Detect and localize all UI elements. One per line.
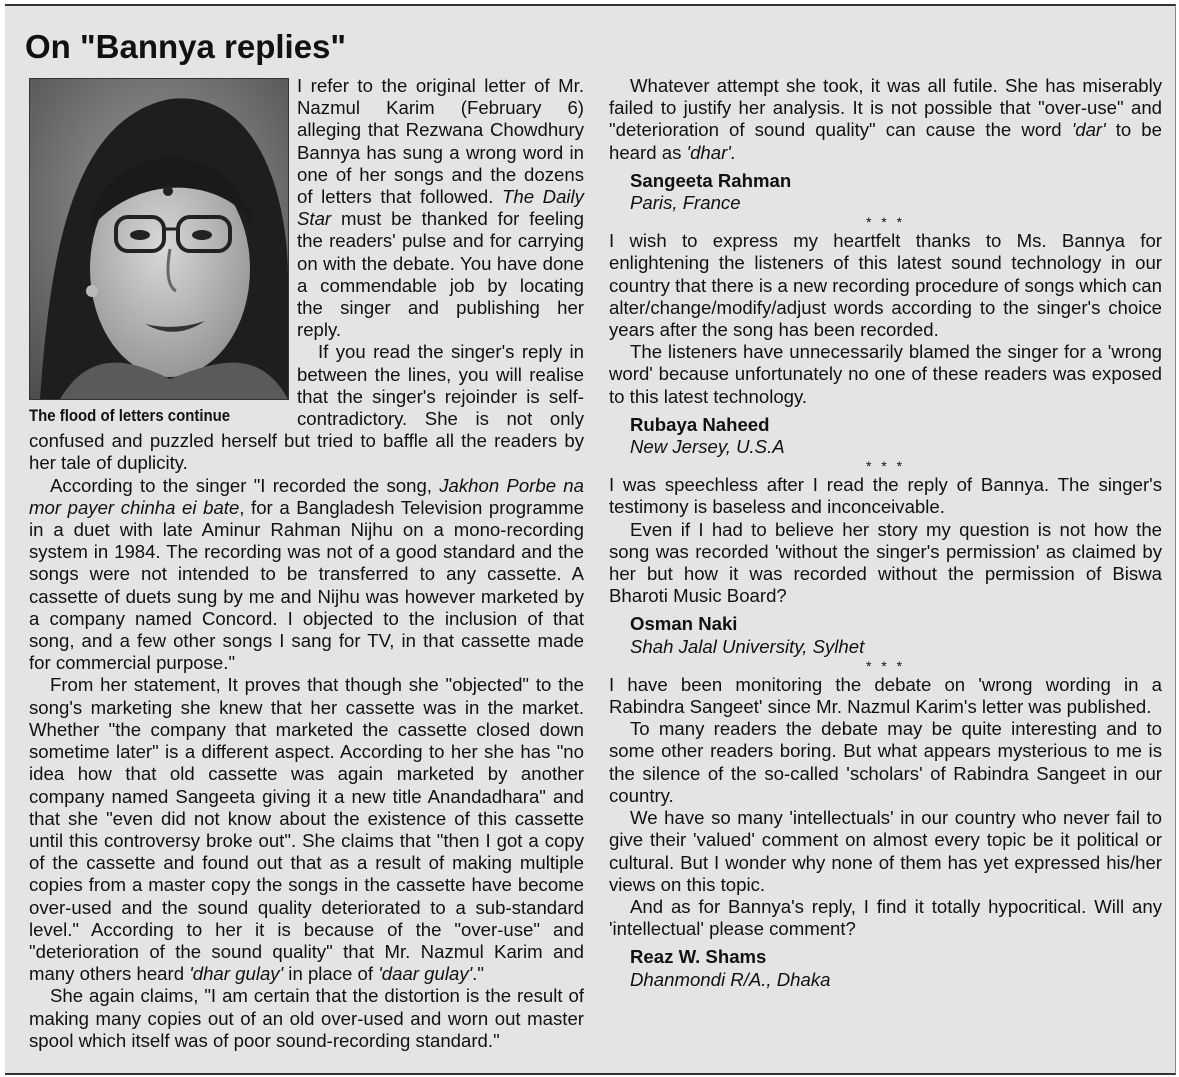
letter1-p3-text-b: , for a Bangladesh Television programme in a duet with late Aminur Rahman Nijhu on a mono-recording system in 1984. The recording was not of a good standard and the songs were not intended to be transferred to any cassette. A cassette of duets sung by me and Nijhu was however marketed by a company named Concord. I objected to the inclusion of that song, and a few other songs I sang for TV, in that cassette made for commercial purpose." [29,496,584,674]
letter3-paragraph-2: Even if I had to believe her story my question is not how the song was recorded 'without the singer's permission' as claimed by her but how it was recorded without the permission of Biswa Bharoti Music Board? [609,518,1162,607]
column-right [609,75,1162,991]
singer-portrait-photo [29,78,289,400]
letter1-p4-text-c: ." [472,963,484,985]
headline: On "Bannya replies" [25,28,347,65]
letter2-author-place: New Jersey, U.S.A [630,436,785,458]
letter4-paragraph-2: To many readers the debate may be quite interesting and to some other readers boring. But what appears mysterious to me is the silence of the so-called 'scholars' of Rabindra Sangeet in our country. [609,718,1162,806]
word-dar: 'dar' [1071,119,1106,141]
newspaper-clipping [5,4,1176,1075]
letter1-p6-text-b: to be heard as [609,119,1162,163]
letter1-p1-text-a: I refer to the original letter of Mr. Nazmul Karim (February 6) alleging that Rezwana Chowdhury Bannya has sung a wrong word in one of her songs and the dozens of letters that followed. [297,75,584,208]
letter1-paragraph-3 [29,475,584,675]
letter4-author-place: Dhanmondi R/A., Dhaka [630,968,831,990]
letter4-paragraph-1: I have been monitoring the debate on 'wrong wording in a Rabindra Sangeet' since Mr. Nazmul Karim's letter was published. [609,673,1162,718]
letter2-paragraph-2: The listeners have unnecessarily blamed the singer for a 'wrong word' because unfortunately no one of these readers was exposed to this latest technology. [609,341,1162,407]
letter4-author-name: Reaz W. Shams [630,946,767,968]
column-left [29,75,584,1052]
letter3-author-place: Shah Jalal University, Sylhet [630,635,865,657]
letter1-author-place: Paris, France [630,192,741,214]
letter4-paragraph-4: And as for Bannya's reply, I find it totally hypocritical. Will any 'intellectual' please comment? [609,895,1162,940]
letter1-paragraph-4 [29,674,584,985]
separator-3: * * * [865,657,906,674]
letter2-paragraph-1: I wish to express my heartfelt thanks to Ms. Bannya for enlightening the listeners of this latest sound technology in our country that there is a new recording procedure of songs which can alter/change/modify/adjust words according to the singer's choice years after the song has been recorded. [609,230,1162,341]
newspaper-name: The Daily Star [297,186,584,230]
letter1-p4-text-a: From her statement, It proves that though she "objected" to the song's marketing she knew that her cassette was in the market. Whether "the company that marketed the cassette closed down sometime later" is a different aspect. According to her she has "no idea how that old cassette was again marketed by another company named Sangeeta giving it a new title Anandadhara" and that she "even did not know about the existence of this cassette until this controversy broke out". She claims that "then I got a copy of the cassette and found out that as a result of making multiple copies from a master copy the songs in the cassette have become over-used and the sound quality deteriorated to a sub-standard level." According to her it is because of the "over-use" and "deterioration of the sound quality" that Mr. Nazmul Karim and many others heard [29,674,584,985]
photo-block [29,78,291,427]
letter1-p3-text-a: According to the singer "I recorded the song, [50,474,440,496]
letter1-paragraph-2: If you read the singer's reply in between the lines, you will realise that the singer's rejoinder is self-contradictory. She is not only confused and puzzled herself but tried to baffle all the readers by her tale of duplicity. [29,341,584,474]
separator-1: * * * [865,214,906,231]
word-dhar: 'dhar'. [686,141,737,163]
letter1-p1-text-b: must be thanked for feeling the readers' pulse and for carrying on with the debate. You have done a commendable job by locating the singer and publishing her reply. [297,208,584,341]
letter1-p6-text-a: Whatever attempt she took, it was all futile. She has miserably failed to justify her analysis. It is not possible that "over-use" and "deterioration of sound quality" can cause the word [609,75,1162,141]
letter4-paragraph-3: We have so many 'intellectuals' in our country who never fail to give their 'valued' comment on almost every topic be it political or cultural. But I wonder why none of them has yet expressed his/her views on this topic. [609,807,1162,895]
word-dhar-gulay: 'dhar gulay' [189,963,284,985]
separator-2: * * * [865,458,906,475]
word-daar-gulay: 'daar gulay' [378,963,473,985]
letter1-paragraph-6 [609,75,1162,164]
letter3-author-name: Osman Naki [630,613,738,635]
letter3-paragraph-1: I was speechless after I read the reply of Bannya. The singer's testimony is baseless and inconceivable. [609,474,1162,518]
song-title: Jakhon Porbe na mor payer chinha ei bate [29,474,584,518]
photo-caption: The flood of letters continue [29,406,231,425]
letter2-author-name: Rubaya Naheed [630,413,770,435]
letter1-paragraph-5: She again claims, "I am certain that the distortion is the result of making many copies out of an old over-used and worn out master spool which itself was of poor sound-recording standard." [29,985,584,1051]
portrait-illustration [30,79,288,399]
letter1-author-name: Sangeeta Rahman [630,169,792,191]
letter1-p4-text-b: in place of [283,963,379,985]
